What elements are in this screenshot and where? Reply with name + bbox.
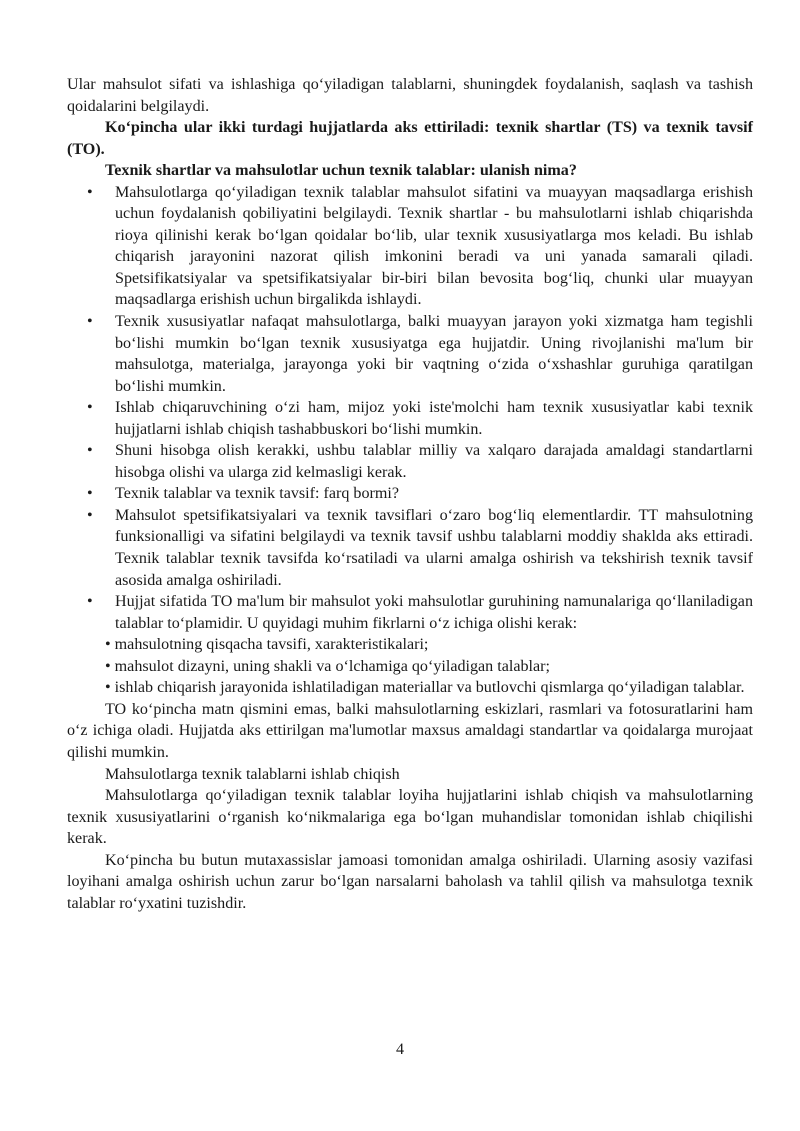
list-item [67, 591, 753, 634]
list-item-text: Mahsulotlarga qo‘yiladigan texnik talablar mahsulot sifatini va muayyan maqsadlarga erishish uchun foydalanish qobiliyatini belgilaydi. Texnik shartlar - bu mahsulotlarni ishlab chiqarishda rioya qilinishi kerak bo‘lgan qoidalar bo‘lib, ular texnik xususiyatlarga mos keladi. Bu ishlab chiqarish jarayonini nazorat qilish imkonini beradi va uni yanada samarali qiladi. Spetsifikatsiyalar va spetsifikatsiyalar bir-biri bilan bevosita bog‘liq, chunki ular muayyan maqsadlarga erishish uchun birgalikda ishlaydi. [115, 183, 753, 309]
list-item-text: Mahsulot spetsifikatsiyalari va texnik tavsiflari o‘zaro bog‘liq elementlardir. TT mahsulotning funksionalligi va sifatini belgilaydi va texnik tavsif ushbu talablarni moddiy shaklda aks ettiradi. Texnik talablar texnik tavsifda ko‘rsatiladi va ularni amalga oshirish va tekshirish texnik tavsif asosida amalga oshiriladi. [115, 506, 753, 589]
bullet-icon: • [87, 399, 93, 417]
list-item [67, 483, 753, 505]
bullet-icon: • [87, 183, 93, 201]
bullet-list [67, 182, 753, 634]
list-item [67, 397, 753, 440]
list-item-text: Shuni hisobga olish kerakki, ushbu talablar milliy va xalqaro darajada amaldagi standartlarni hisobga olishi va ularga zid kelmasligi kerak. [115, 442, 753, 481]
bullet-icon: • [87, 442, 93, 460]
to-contents-paragraph: TO ko‘pincha matn qismini emas, balki mahsulotlarning eskizlari, rasmlari va fotosuratlarini ham o‘z ichiga oladi. Hujjatda aks ettirilgan ma'lumotlar maxsus amaldagi standartlar va qoidalarga murojaat qilishi mumkin. [67, 700, 753, 761]
section-heading: Texnik shartlar va mahsulotlar uchun texnik talablar: ulanish nima? [105, 162, 577, 180]
list-item [67, 505, 753, 591]
sub-item-design: • mahsulot dizayni, uning shakli va o‘lchamiga qo‘yiladigan talablar; [105, 657, 550, 675]
list-item-text: Ishlab chiqaruvchining o‘zi ham, mijoz yoki iste'molchi ham texnik xususiyatlar kabi texnik hujjatlarni ishlab chiqish tashabbuskori bo‘lishi mumkin. [115, 399, 753, 438]
engineers-paragraph: Mahsulotlarga qo‘yiladigan texnik talablar loyiha hujjatlarini ishlab chiqish va mahsulotlarning texnik xususiyatlarini o‘rganish ko‘nikmalariga ega bo‘lgan muhandislar tomonidan ishlab chiqilishi kerak. [67, 787, 753, 848]
list-item [67, 182, 753, 311]
list-item-text: Hujjat sifatida TO ma'lum bir mahsulot yoki mahsulotlar guruhining namunalariga qo‘llaniladigan talablar to‘plamidir. U quyidagi muhim fikrlarni o‘z ichiga olishi kerak: [115, 593, 753, 632]
page-number: 4 [395, 1041, 405, 1058]
bullet-icon: • [87, 506, 93, 524]
development-heading: Mahsulotlarga texnik talablarni ishlab chiqish [105, 765, 400, 783]
sub-item-materials: • ishlab chiqarish jarayonida ishlatiladigan materiallar va butlovchi qismlarga qo‘yiladigan talablar. [105, 679, 745, 697]
sub-item-description: • mahsulotning qisqacha tavsifi, xarakteristikalari; [105, 636, 429, 654]
bullet-icon: • [87, 485, 93, 503]
bullet-icon: • [87, 593, 93, 611]
team-paragraph: Ko‘pincha bu butun mutaxassislar jamoasi tomonidan amalga oshiriladi. Ularning asosiy vazifasi loyihani amalga oshirish uchun zarur bo‘lgan narsalarni baholash va tahlil qilish va mahsulotga texnik talablar ro‘yxatini tuzishdir. [67, 851, 753, 912]
list-item [67, 440, 753, 483]
list-item-text: Texnik talablar va texnik tavsif: farq bormi? [115, 485, 399, 503]
document-page [67, 74, 753, 914]
list-item-text: Texnik xususiyatlar nafaqat mahsulotlarga, balki muayyan jarayon yoki xizmatga ham tegishli bo‘lishi mumkin bo‘lgan texnik xususiyatga ega hujjatdir. Uning rivojlanishi ma'lum bir mahsulotga, materialga, jarayonga yoki bir vaqtning o‘zida o‘xshashlar guruhiga qaratilgan bo‘lishi mumkin. [115, 313, 753, 395]
documents-types-paragraph: Ko‘pincha ular ikki turdagi hujjatlarda aks ettiriladi: texnik shartlar (TS) va texnik tavsif (TO). [67, 119, 753, 158]
list-item [67, 311, 753, 397]
intro-paragraph: Ular mahsulot sifati va ishlashiga qo‘yiladigan talablarni, shuningdek foydalanish, saqlash va tashish qoidalarini belgilaydi. [67, 76, 753, 115]
bullet-icon: • [87, 313, 93, 331]
